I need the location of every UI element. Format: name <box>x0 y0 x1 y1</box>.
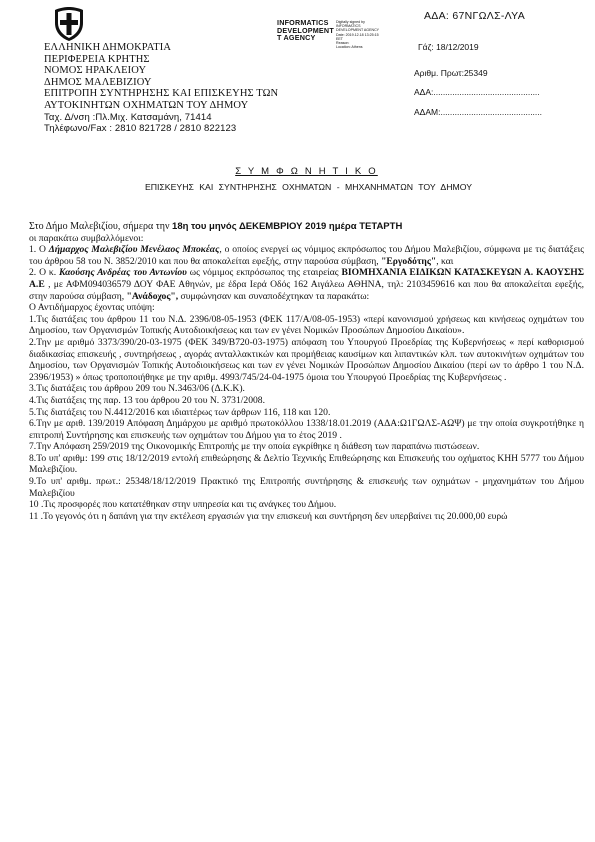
considerations-heading: Ο Αντιδήμαρχος έχοντας υπόψη: <box>29 302 155 314</box>
org-line: ΕΠΙΤΡΟΠΗ ΣΥΝΤΗΡΗΣΗΣ ΚΑΙ ΕΠΙΣΚΕΥΗΣ ΤΩΝ <box>44 88 279 100</box>
list-item: 3.Τις διατάξεις του άρθρου 209 του Ν.3463/06 (Δ.Κ.Κ). <box>29 383 245 395</box>
list-item: 1.Τις διατάξεις του άρθρου 11 του Ν.Δ. 2396/08-05-1953 (ΦΕΚ 117/Α/08-05-1953) «περί κανονισμού χρήσεως και κινήσεως οχημάτων του Δημοσίου, των Οργανισμών Τοπικής Αυτοδιοικήσεως και των εν γένει Νομικών Προσώπων Δημοσίου Δικαίου». <box>29 313 584 337</box>
phone-line: Τηλέφωνο/Fax : 2810 821728 / 2810 822123 <box>44 123 237 135</box>
signature-logo-text: INFORMATICS DEVELOPMENT T AGENCY <box>277 18 334 43</box>
list-item: 5.Τις διατάξεις του Ν.4412/2016 και ιδιαιτέρως των άρθρων 116, 118 και 120. <box>29 406 331 418</box>
document-subtitle: ΕΠΙΣΚΕΥΗΣ ΚΑΙ ΣΥΝΤΗΡΗΣΗΣ ΟΧΗΜΑΤΩΝ - ΜΗΧΑΝΗΜΑΤΩΝ ΤΟΥ ΔΗΜΟΥ <box>144 182 473 192</box>
greek-emblem-icon <box>52 6 86 42</box>
document-date: Γάζ: 18/12/2019 <box>418 42 479 52</box>
list-item: 11 .Το γεγονός ότι η δαπάνη για την εκτέλεση εργασιών για την επισκευή και συντήρηση δεν υπερβαίνει τις 20.000,00 ευρώ <box>29 510 508 522</box>
org-line: ΕΛΛΗΝΙΚΗ ΔΗΜΟΚΡΑΤΙΑ <box>44 42 172 53</box>
organization-header <box>44 42 278 135</box>
list-item: 2.Την με αριθμό 3373/390/20-03-1975 (ΦΕΚ 349/Β720-03-1975) απόφαση του Υπουργού Προεδρίας της Κυβερνήσεως « περί καθορισμού διαδικασίας επισκευής , συντηρήσεως , αγοράς ανταλλακτικών και προμήθειας καυσίμων και λιπαντικών κλπ. των αυτοκινήτων οχημάτων του Δημοσίου, των Οργανισμών Τοπικής Αυτοδιοικήσεως και των εν γένει Νομικών Προσώπων Δημοσίου Δικαίου (περί ων το άρθρο 1 του Ν.Δ. 2396/1953) » όπως τροποποιήθηκε με την αριθμ. 4993/745/24-04-1975 όμοια του Υπουργού Προεδρίας της Κυβερνήσεως . <box>29 336 584 383</box>
ada-code: ΑΔΑ: 67ΝΓΩΛΣ-ΛΥΑ <box>424 10 526 22</box>
protocol-number: Αριθμ. Πρωτ:25349 <box>414 68 488 78</box>
signature-details: Digitally signed by INFORMATICS DEVELOPMENT AGENCY Date: 2019.12.18 13:25:15 EET Reason: Location: Athens <box>336 20 380 50</box>
adam-field: ΑΔΑΜ:........................................... <box>414 107 543 117</box>
intro-line: Στο Δήμο Μαλεβιζίου, σήμερα την 18η του μηνός ΔΕΚΕΜΒΡΙΟΥ 2019 ημέρα ΤΕΤΑΡΤΗ <box>29 221 403 232</box>
coat-of-arms-emblem <box>52 6 86 42</box>
digital-signature-stamp <box>277 19 387 51</box>
party-1: 1. Ο Δήμαρχος Μαλεβιζίου Μενέλαος Μποκέας, ο οποίος ενεργεί ως νόμιμος εκπρόσωπος του Δήμου Μαλεβιζίου, σύμφωνα με τις διατάξεις του άρθρου 58 του Ν. 3852/2010 και που θα αποκαλείται εφεξής, στην παρούσα σύμβαση, "Εργοδότης", και <box>29 244 585 267</box>
address-line: Ταχ. Δ/νση :Πλ.Μιχ. Κατσαμάνη, 71414 <box>44 111 212 123</box>
list-item: 9.Το υπ' αριθμ. πρωτ.: 25348/18/12/2019 Πρακτικό της Επιτροπής συντήρησης & επισκευής των οχημάτων - μηχανημάτων του Δήμου Μαλεβιζίου <box>29 476 584 499</box>
list-item: 8.Το υπ' αριθμ: 199 στις 18/12/2019 εντολή επιθεώρησης & Δελτίο Τεχνικής Επιθεώρησης και Επισκευής του οχήματος ΚΗΗ 5777 του Δήμου Μαλεβιζίου. <box>29 452 584 476</box>
org-line: ΠΕΡΙΦΕΡΕΙΑ ΚΡΗΤΗΣ <box>44 53 150 65</box>
intro-parties: οι παρακάτω συμβαλλόμενοι: <box>29 232 144 244</box>
list-item: 4.Τις διατάξεις της παρ. 13 του άρθρου 20 του Ν. 3731/2008. <box>29 394 266 406</box>
document-title: Σ Υ Μ Φ Ω Ν Η Τ Ι Κ Ο <box>235 166 378 177</box>
ada-field: ΑΔΑ:............................................. <box>414 87 540 97</box>
list-item: 7.Την Απόφαση 259/2019 της Οικονομικής Επιτροπής με την οποία εγκρίθηκε η διάθεση των παραπάνω πιστώσεων. <box>29 441 480 453</box>
org-line: ΔΗΜΟΣ ΜΑΛΕΒΙΖΙΟΥ <box>44 76 152 88</box>
org-line: ΝΟΜΟΣ ΗΡΑΚΛΕΙΟΥ <box>44 65 147 77</box>
list-item: 6.Την με αριθ. 139/2019 Απόφαση Δημάρχου με αριθμό πρωτοκόλλου 1338/18.01.2019 (ΑΔΑ:Ω1ΓΩΛΣ-ΑΩΨ) με την οποία συγκροτήθηκε η επιτροπή Συντήρησης και επισκευής των οχημάτων του Δήμου για το έτος 2019 . <box>29 418 584 441</box>
list-item: 10 .Τις προσφορές που κατατέθηκαν στην υπηρεσία και τις ανάγκες του Δήμου. <box>29 499 337 511</box>
org-line: ΑΥΤΟΚΙΝΗΤΩΝ ΟΧΗΜΑΤΩΝ ΤΟΥ ΔΗΜΟΥ <box>44 99 249 111</box>
document-body <box>29 221 584 522</box>
party-2: 2. Ο κ. Καούσης Ανδρέας του Αντωνίου ως νόμιμος εκπρόσωπος της εταιρείας ΒΙΟΜΗΧΑΝΙΑ ΕΙΔΙΚΩΝ ΚΑΤΑΣΚΕΥΩΝ Α. ΚΑΟΥΣΗΣ Α.Ε , με ΑΦΜ094036579 ΔΟΥ ΦΑΕ Αθηνών, με έδρα Ιερά Οδός 162 Αιγάλεω ΑΘΗΝΑ, τηλ: 2103459616 και που θα αποκαλείται εφεξής, στην παρούσα σύμβαση, "Ανάδοχος", συμφώνησαν και συναποδέχτηκαν τα παρακάτω: <box>29 267 584 302</box>
